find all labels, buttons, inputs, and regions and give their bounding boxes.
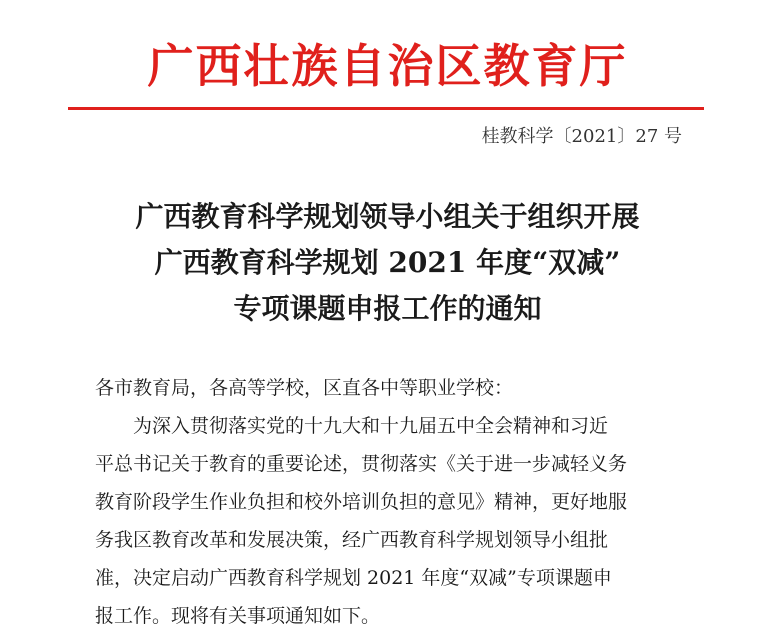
notice-title-line: 专项课题申报工作的通知	[233, 292, 542, 325]
notice-title-line: 广西教育科学规划 2021 年度“双减”	[154, 246, 621, 279]
document-number: 桂教科学〔2021〕27 号	[481, 126, 682, 147]
paragraph-line: 报工作。现将有关事项通知如下。	[95, 605, 381, 627]
paragraph-line: 平总书记关于教育的重要论述，贯彻落实《关于进一步减轻义务	[95, 453, 628, 475]
paragraph-line: 准，决定启动广西教育科学规划 2021 年度“双减”专项课题申	[95, 567, 612, 589]
paragraph-line: 务我区教育改革和发展决策，经广西教育科学规划领导小组批	[95, 529, 609, 551]
red-divider-line	[68, 107, 704, 110]
notice-title-line: 广西教育科学规划领导小组关于组织开展	[135, 200, 640, 233]
notice-title	[0, 194, 775, 332]
issuer-title: 广西壮族自治区教育厅	[147, 39, 628, 93]
salutation: 各市教育局，各高等学校，区直各中等职业学校：	[95, 377, 514, 399]
paragraph-line: 为深入贯彻落实党的十九大和十九届五中全会精神和习近	[133, 415, 609, 437]
notice-body	[95, 369, 695, 635]
paragraph-line: 教育阶段学生作业负担和校外培训负担的意见》精神，更好地服	[95, 491, 628, 513]
